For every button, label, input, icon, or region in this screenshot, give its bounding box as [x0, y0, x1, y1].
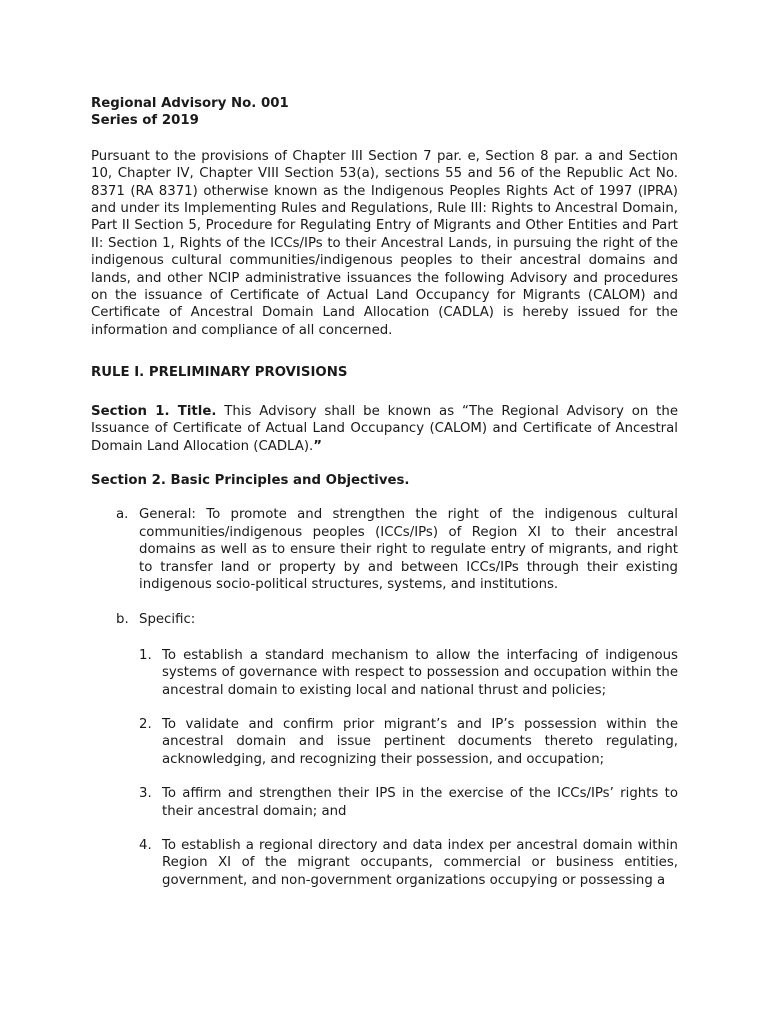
section-1-close-quote: ”: [313, 438, 323, 454]
list-marker-a: a.: [116, 507, 129, 523]
list-item-4: [139, 837, 678, 889]
section-2-heading: Section 2. Basic Principles and Objectives.: [91, 472, 410, 488]
list-text-1: To establish a standard mechanism to allow the interfacing of indigenous systems of governance with respect to possession and occupation within the ancestral domain to existing local and national thrust and policies;: [162, 647, 678, 698]
intro-paragraph: Pursuant to the provisions of Chapter III Section 7 par. e, Section 8 par. a and Section 10, Chapter IV, Chapter VIII Section 53(a), sections 55 and 56 of the Republic Act No. 8371 (RA 8371) otherwise known as the Indigenous Peoples Rights Act of 1997 (IPRA) and under its Implementing Rules and Regulations, Rule III: Rights to Ancestral Domain, Part II Section 5, Procedure for Regulating Entry of Migrants and Other Entities and Part II: Section 1, Rights of the ICCs/IPs to their Ancestral Lands, in pursuing the right of the indigenous cultural communities/indigenous peoples to their ancestral domains and lands, and other NCIP administrative issuances the following Advisory and procedures on the issuance of Certificate of Actual Land Occupancy for Migrants (CALOM) and Certificate of Ancestral Domain Land Allocation (CADLA) is hereby issued for the information and compliance of all concerned.: [91, 148, 678, 338]
list-marker-4: 4.: [139, 838, 152, 853]
list-item-b: [116, 611, 678, 628]
list-item-3: [139, 785, 678, 820]
list-item-a: [116, 506, 678, 593]
advisory-number: Regional Advisory No. 001: [91, 96, 289, 111]
list-marker-1: 1.: [139, 647, 152, 663]
rule-heading: RULE I. PRELIMINARY PROVISIONS: [91, 365, 348, 381]
section-1-text: This Advisory shall be known as “The Regional Advisory on the Issuance of Certificate of Actual Land Occupancy (CALOM) and Certificate of Ancestral Domain Land Allocation (CADLA).: [91, 403, 678, 454]
list-text-2: To validate and confirm prior migrant’s and IP’s possession within the ancestral domain and issue pertinent documents thereto regulating, acknowledging, and recognizing their possession, and occupation;: [162, 716, 678, 767]
list-item-2: [139, 716, 678, 768]
list-text-a: General: To promote and strengthen the right of the indigenous cultural communities/indigenous peoples (ICCs/IPs) of Region XI to their ancestral domains as well as to ensure their right to regulate entry of migrants, and right to transfer land or property by and between ICCs/IPs through their existing indigenous socio-political structures, systems, and institutions.: [139, 507, 678, 592]
list-text-b: Specific:: [139, 612, 196, 628]
section-1-paragraph: [91, 403, 678, 455]
list-text-3: To affirm and strengthen their IPS in the exercise of the ICCs/IPs’ rights to their ancestral domain; and: [162, 786, 678, 819]
list-marker-3: 3.: [139, 786, 152, 802]
list-text-4: To establish a regional directory and data index per ancestral domain within Region XI of the migrant occupants, commercial or business entities, government, and non-government organizations occupying or possessing a: [162, 838, 678, 888]
advisory-series: Series of 2019: [91, 113, 199, 129]
list-item-1: [139, 647, 678, 699]
list-marker-2: 2.: [139, 716, 152, 732]
list-marker-b: b.: [116, 612, 129, 628]
section-1-label: Section 1. Title.: [91, 403, 217, 419]
